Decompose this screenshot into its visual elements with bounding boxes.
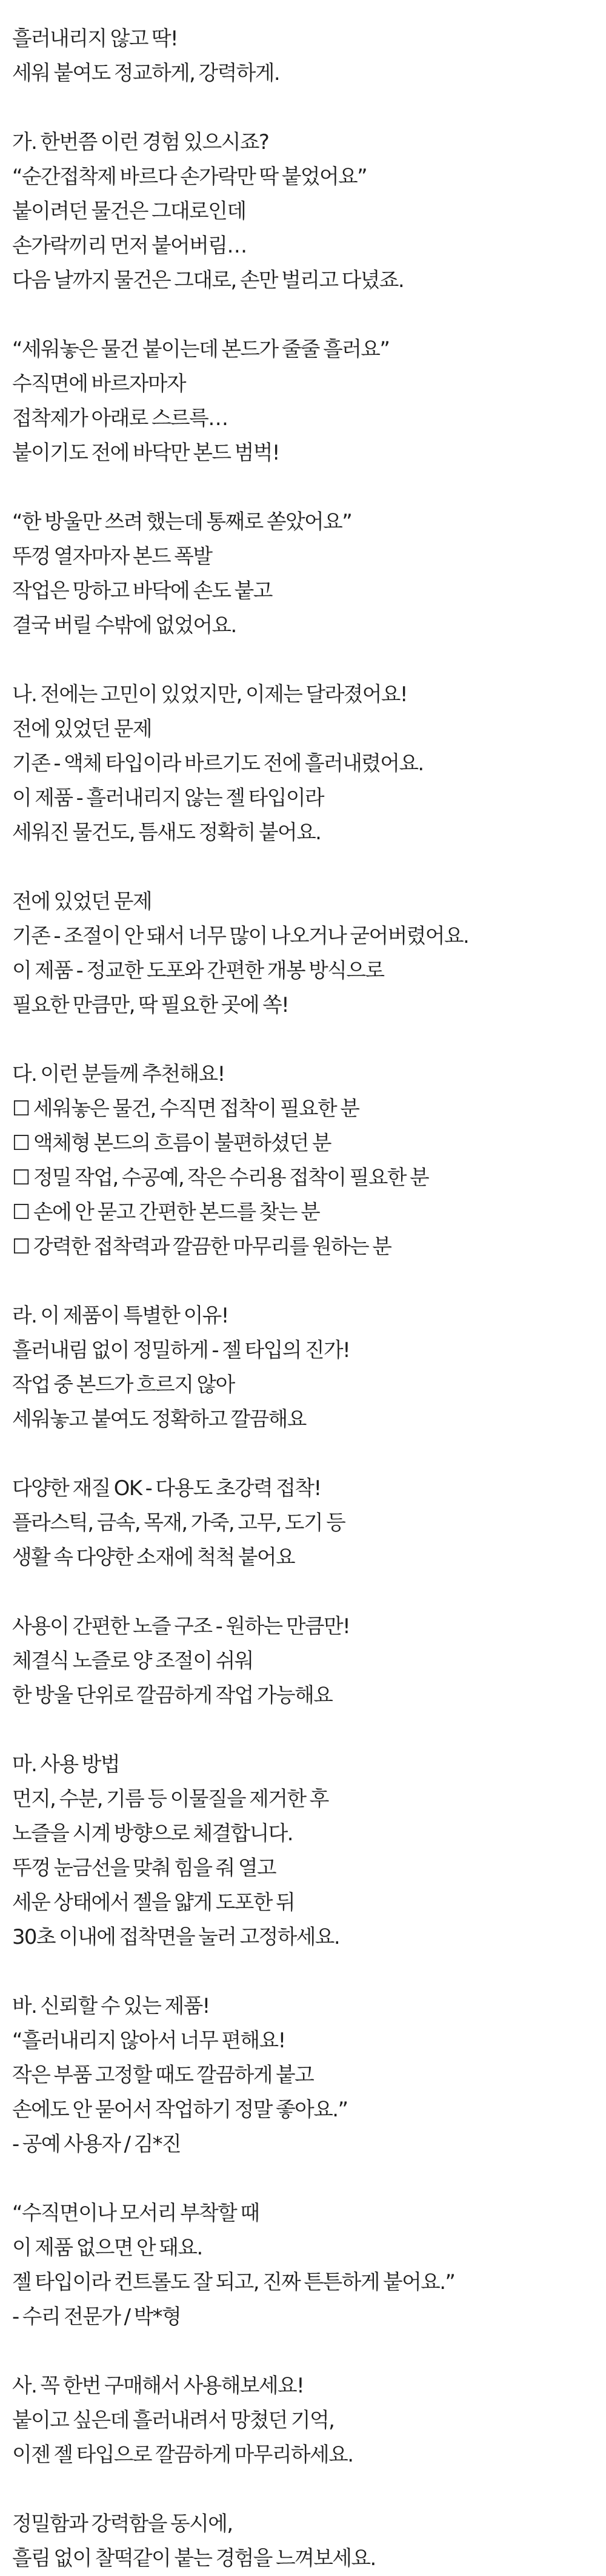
- text-line: 작업 중 본드가 흐르지 않아: [12, 1373, 235, 1397]
- text-paragraph: [12, 2369, 594, 2472]
- text-line: 세워놓고 붙여도 정확하고 깔끔해요: [12, 1407, 306, 1432]
- text-line: 결국 버릴 수밖에 없었어요.: [12, 613, 236, 638]
- text-paragraph: [12, 1057, 594, 1264]
- text-line: 사. 꼭 한번 구매해서 사용해보세요!: [12, 2374, 304, 2398]
- text-line: 작은 부품 고정할 때도 깔끔하게 붙고: [12, 2063, 314, 2087]
- text-line: 흘러내림 없이 정밀하게 - 젤 타입의 진가!: [12, 1338, 350, 1362]
- text-line: 기존 - 액체 타입이라 바르기도 전에 흘러내렸어요.: [12, 751, 424, 776]
- text-line: 손에도 안 묻어서 작업하기 정말 좋아요.”: [12, 2098, 348, 2122]
- text-paragraph: [12, 1989, 594, 2162]
- text-line: 손가락끼리 먼저 붙어버림…: [12, 234, 247, 258]
- text-line: “흘러내리지 않아서 너무 편해요!: [12, 2029, 285, 2053]
- text-line: 먼지, 수분, 기름 등 이물질을 제거한 후: [12, 1787, 328, 1811]
- text-line: ☐ 세워놓은 물건, 수직면 접착이 필요한 분: [12, 1097, 359, 1121]
- text-paragraph: [12, 2196, 594, 2334]
- text-line: 전에 있었던 문제: [12, 890, 152, 914]
- text-line: 노즐을 시계 방향으로 체결합니다.: [12, 1821, 293, 1846]
- product-description: [12, 22, 594, 2576]
- text-paragraph: [12, 505, 594, 643]
- text-paragraph: [12, 125, 594, 298]
- text-line: - 공예 사용자 / 김*진: [12, 2132, 181, 2156]
- text-line: 붙이기도 전에 바닥만 본드 범벅!: [12, 441, 279, 465]
- text-line: 세워 붙여도 정교하게, 강력하게.: [12, 61, 280, 85]
- text-paragraph: [12, 1748, 594, 1955]
- text-paragraph: [12, 2507, 594, 2576]
- text-line: 다. 이런 분들께 추천해요!: [12, 1062, 225, 1086]
- text-line: 가. 한번쯤 이런 경험 있으시죠?: [12, 130, 269, 154]
- text-line: “수직면이나 모서리 부착할 때: [12, 2201, 259, 2225]
- text-line: 마. 사용 방법: [12, 1752, 119, 1777]
- text-line: 뚜껑 눈금선을 맞춰 힘을 줘 열고: [12, 1856, 276, 1880]
- text-line: “순간접착제 바르다 손가락만 딱 붙었어요”: [12, 165, 367, 189]
- text-line: 작업은 망하고 바닥에 손도 붙고: [12, 579, 272, 603]
- text-line: 체결식 노즐로 양 조절이 쉬워: [12, 1649, 253, 1673]
- text-line: 이 제품 - 정교한 도포와 간편한 개봉 방식으로: [12, 959, 384, 983]
- text-line: 다음 날까지 물건은 그대로, 손만 벌리고 다녔죠.: [12, 268, 404, 292]
- text-line: 세운 상태에서 젤을 얇게 도포한 뒤: [12, 1891, 295, 1915]
- text-line: 접착제가 아래로 스르륵…: [12, 406, 228, 431]
- text-line: “한 방울만 쓰려 했는데 통째로 쏟았어요”: [12, 510, 352, 534]
- text-line: 기존 - 조절이 안 돼서 너무 많이 나오거나 굳어버렸어요.: [12, 924, 469, 948]
- text-line: 한 방울 단위로 깔끔하게 작업 가능해요: [12, 1683, 333, 1708]
- text-paragraph: [12, 332, 594, 471]
- text-line: 수직면에 바르자마자: [12, 372, 185, 396]
- text-line: 바. 신뢰할 수 있는 제품!: [12, 1994, 210, 2018]
- text-line: 생활 속 다양한 소재에 척척 붙어요: [12, 1545, 295, 1570]
- text-paragraph: [12, 678, 594, 850]
- text-line: 이젠 젤 타입으로 깔끔하게 마무리하세요.: [12, 2443, 353, 2467]
- text-line: 붙이고 싶은데 흘러내려서 망쳤던 기억,: [12, 2408, 335, 2432]
- text-line: 뚜껑 열자마자 본드 폭발: [12, 544, 212, 569]
- text-line: 붙이려던 물건은 그대로인데: [12, 199, 246, 223]
- text-line: ☐ 액체형 본드의 흐름이 불편하셨던 분: [12, 1131, 331, 1155]
- text-line: 전에 있었던 문제: [12, 717, 152, 741]
- text-line: 흘러내리지 않고 딱!: [12, 27, 178, 51]
- text-line: 나. 전에는 고민이 있었지만, 이제는 달라졌어요!: [12, 682, 407, 707]
- text-line: ☐ 강력한 접착력과 깔끔한 마무리를 원하는 분: [12, 1235, 391, 1259]
- text-line: 정밀함과 강력함을 동시에,: [12, 2512, 233, 2536]
- text-line: 다양한 재질 OK - 다용도 초강력 접착!: [12, 1476, 321, 1501]
- text-line: - 수리 전문가 / 박*형: [12, 2305, 181, 2329]
- text-line: 플라스틱, 금속, 목재, 가죽, 고무, 도기 등: [12, 1511, 345, 1535]
- text-line: ☐ 손에 안 묻고 간편한 본드를 찾는 분: [12, 1200, 320, 1224]
- text-paragraph: [12, 1471, 594, 1575]
- text-line: 사용이 간편한 노즐 구조 - 원하는 만큼만!: [12, 1614, 350, 1639]
- text-paragraph: [12, 885, 594, 1023]
- text-line: 세워진 물건도, 틈새도 정확히 붙어요.: [12, 821, 321, 845]
- text-paragraph: [12, 1610, 594, 1713]
- text-line: 필요한 만큼만, 딱 필요한 곳에 쏙!: [12, 993, 289, 1017]
- text-line: 이 제품 없으면 안 돼요.: [12, 2236, 202, 2260]
- text-line: ☐ 정밀 작업, 수공예, 작은 수리용 접착이 필요한 분: [12, 1166, 429, 1190]
- text-line: 젤 타입이라 컨트롤도 잘 되고, 진짜 튼튼하게 붙어요.”: [12, 2270, 455, 2294]
- text-line: 30초 이내에 접착면을 눌러 고정하세요.: [12, 1925, 340, 1949]
- text-paragraph: [12, 22, 594, 91]
- text-line: 이 제품 - 흘러내리지 않는 젤 타입이라: [12, 786, 324, 810]
- text-paragraph: [12, 1299, 594, 1437]
- text-line: “세워놓은 물건 붙이는데 본드가 줄줄 흘러요”: [12, 337, 390, 362]
- text-line: 라. 이 제품이 특별한 이유!: [12, 1304, 228, 1328]
- text-line: 흘림 없이 찰떡같이 붙는 경험을 느껴보세요.: [12, 2546, 376, 2571]
